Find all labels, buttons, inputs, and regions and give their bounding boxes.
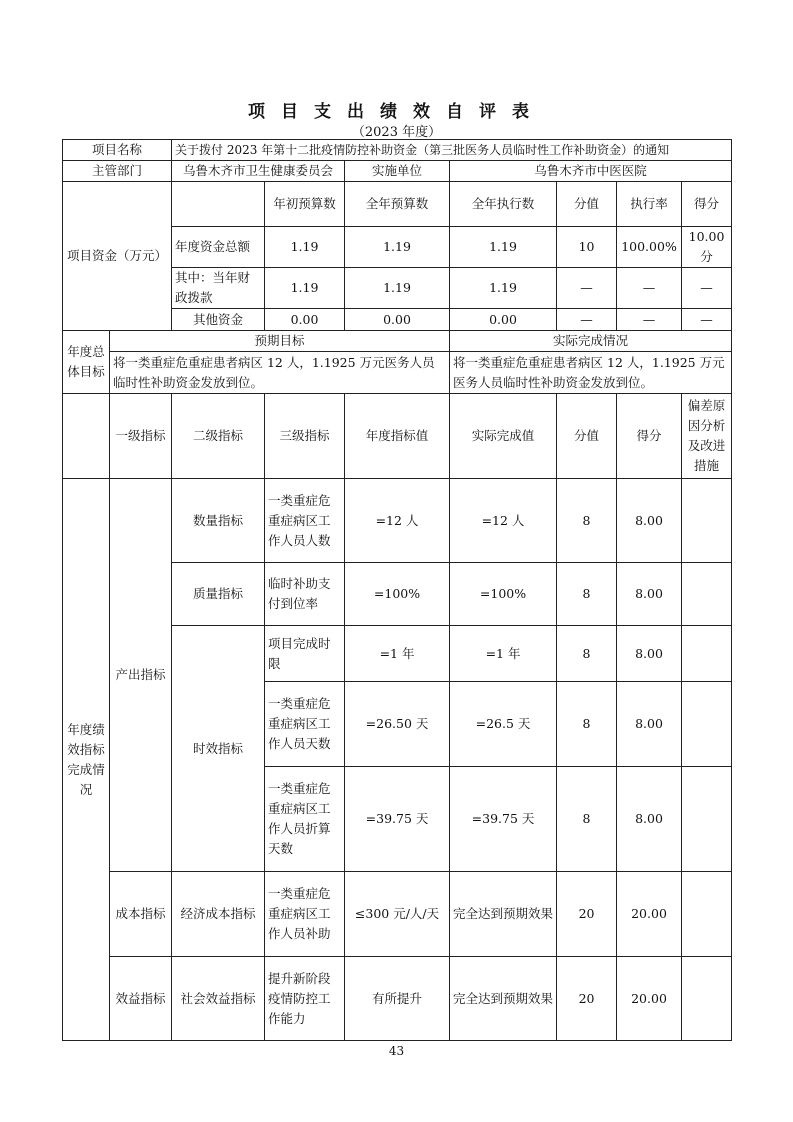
funds-row-label: 其中：当年财政拨款 [172, 268, 265, 309]
reason-cell [682, 957, 732, 1041]
goals-actual-header: 实际完成情况 [450, 331, 732, 352]
score-value-cell: 20 [557, 872, 617, 957]
funds-cell: 100.00% [617, 227, 682, 268]
funds-cell: 1.19 [265, 227, 345, 268]
reason-cell [682, 682, 732, 767]
level2-timeliness: 时效指标 [172, 626, 265, 872]
funds-cell: 10.00 分 [682, 227, 732, 268]
level1-benefit: 效益指标 [110, 957, 172, 1041]
target-cell: =26.50 天 [345, 682, 450, 767]
score-cell: 20.00 [617, 872, 682, 957]
funds-cell: 1.19 [345, 227, 450, 268]
funds-cell: 0.00 [450, 309, 557, 331]
indicators-header: 分值 [557, 394, 617, 479]
reason-cell [682, 479, 732, 563]
score-value-cell: 8 [557, 563, 617, 626]
funds-cell: — [682, 268, 732, 309]
actual-cell: =12 人 [450, 479, 557, 563]
report-year: （2023 年度） [351, 125, 442, 140]
score-cell: 8.00 [617, 767, 682, 872]
indicators-header: 实际完成值 [450, 394, 557, 479]
target-cell: =1 年 [345, 626, 450, 682]
score-value-cell: 8 [557, 767, 617, 872]
funds-cell: 0.00 [345, 309, 450, 331]
indicators-header: 偏差原因分析及改进措施 [682, 394, 732, 479]
reason-cell [682, 767, 732, 872]
page-title: 项目支出绩效自评表 [248, 102, 545, 122]
funds-cell: 1.19 [450, 268, 557, 309]
funds-row-label: 其他资金 [172, 309, 265, 331]
funds-header-score: 得分 [682, 182, 732, 227]
actual-cell: =100% [450, 563, 557, 626]
indicators-header-blank [63, 394, 110, 479]
level3-cell: 一类重症危重症病区工作人员天数 [265, 682, 345, 767]
funds-cell: 0.00 [265, 309, 345, 331]
target-cell: =39.75 天 [345, 767, 450, 872]
indicators-header: 三级指标 [265, 394, 345, 479]
goals-label: 年度总体目标 [63, 331, 110, 394]
target-cell: ≤300 元/人/天 [345, 872, 450, 957]
funds-cell: — [682, 309, 732, 331]
reason-cell [682, 872, 732, 957]
level1-cost: 成本指标 [110, 872, 172, 957]
actual-cell: =26.5 天 [450, 682, 557, 767]
reason-cell [682, 563, 732, 626]
indicators-header: 年度指标值 [345, 394, 450, 479]
indicators-header: 二级指标 [172, 394, 265, 479]
target-cell: 有所提升 [345, 957, 450, 1041]
funds-header-rate: 执行率 [617, 182, 682, 227]
actual-cell: 完全达到预期效果 [450, 872, 557, 957]
level3-cell: 一类重症危重症病区工作人员人数 [265, 479, 345, 563]
project-name-label: 项目名称 [63, 140, 172, 161]
level3-cell: 项目完成时限 [265, 626, 345, 682]
score-value-cell: 8 [557, 682, 617, 767]
target-cell: =12 人 [345, 479, 450, 563]
funds-cell: 1.19 [265, 268, 345, 309]
score-cell: 20.00 [617, 957, 682, 1041]
score-value-cell: 8 [557, 626, 617, 682]
unit-label: 实施单位 [345, 161, 450, 182]
goals-expected-header: 预期目标 [110, 331, 450, 352]
funds-cell: — [617, 309, 682, 331]
score-cell: 8.00 [617, 682, 682, 767]
level2-quantity: 数量指标 [172, 479, 265, 563]
funds-cell: 1.19 [345, 268, 450, 309]
indicators-header: 得分 [617, 394, 682, 479]
funds-header-executed: 全年执行数 [450, 182, 557, 227]
funds-header-initial: 年初预算数 [265, 182, 345, 227]
score-cell: 8.00 [617, 479, 682, 563]
score-value-cell: 20 [557, 957, 617, 1041]
actual-cell: =39.75 天 [450, 767, 557, 872]
funds-header-score-value: 分值 [557, 182, 617, 227]
reason-cell [682, 626, 732, 682]
level2-economic: 经济成本指标 [172, 872, 265, 957]
funds-header-blank [172, 182, 265, 227]
project-name-value: 关于拨付 2023 年第十二批疫情防控补助资金（第三批医务人员临时性工作补助资金）的通知 [172, 140, 732, 161]
dept-label: 主管部门 [63, 161, 172, 182]
funds-cell: 1.19 [450, 227, 557, 268]
performance-table [62, 139, 732, 1041]
level1-output: 产出指标 [110, 479, 172, 872]
target-cell: =100% [345, 563, 450, 626]
actual-cell: 完全达到预期效果 [450, 957, 557, 1041]
level2-quality: 质量指标 [172, 563, 265, 626]
level2-social: 社会效益指标 [172, 957, 265, 1041]
dept-value: 乌鲁木齐市卫生健康委员会 [172, 161, 345, 182]
goals-expected-text: 将一类重症危重症患者病区 12 人，1.1925 万元医务人员临时性补助资金发放到位。 [110, 352, 450, 394]
unit-value: 乌鲁木齐市中医医院 [450, 161, 732, 182]
page-number: 43 [388, 1044, 405, 1058]
goals-actual-text: 将一类重症危重症患者病区 12 人，1.1925 万元医务人员临时性补助资金发放到位。 [450, 352, 732, 394]
funds-cell: — [617, 268, 682, 309]
funds-row-label: 年度资金总额 [172, 227, 265, 268]
level3-cell: 提升新阶段疫情防控工作能力 [265, 957, 345, 1041]
funds-label: 项目资金（万元） [63, 182, 172, 331]
funds-header-annual: 全年预算数 [345, 182, 450, 227]
indicators-section-label: 年度绩效指标完成情况 [63, 479, 110, 1041]
score-cell: 8.00 [617, 563, 682, 626]
level3-cell: 一类重症危重症病区工作人员补助 [265, 872, 345, 957]
actual-cell: =1 年 [450, 626, 557, 682]
level3-cell: 临时补助支付到位率 [265, 563, 345, 626]
indicators-header: 一级指标 [110, 394, 172, 479]
level3-cell: 一类重症危重症病区工作人员折算天数 [265, 767, 345, 872]
funds-cell: 10 [557, 227, 617, 268]
score-cell: 8.00 [617, 626, 682, 682]
score-value-cell: 8 [557, 479, 617, 563]
funds-cell: — [557, 309, 617, 331]
funds-cell: — [557, 268, 617, 309]
